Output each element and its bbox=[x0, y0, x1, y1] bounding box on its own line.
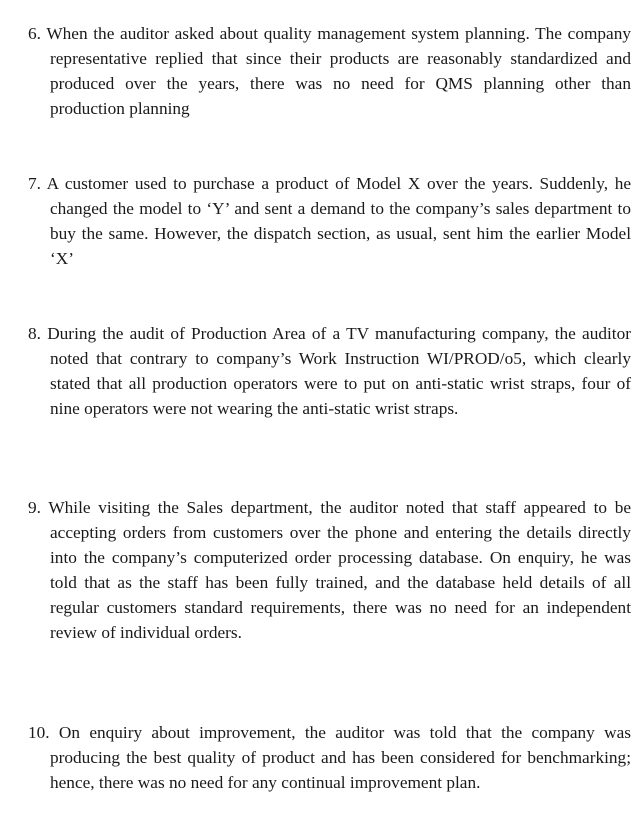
question-text: A customer used to purchase a product of Model X over the years. Suddenly, he changed the model to ‘Y’ and sent a demand to the company’s sales department to buy the same. However, the dispatch section, as usual, sent him the earlier Model ‘X’ bbox=[46, 174, 631, 268]
question-number: 8. bbox=[28, 324, 41, 343]
question-text: When the auditor asked about quality management system planning. The company representative replied that since their products are reasonably standardized and produced over the years, there was no need for QMS planning other than production planning bbox=[46, 24, 631, 118]
audit-question-10 bbox=[28, 720, 631, 795]
audit-question-6 bbox=[28, 21, 631, 121]
question-text: While visiting the Sales department, the auditor noted that staff appeared to be accepting orders from customers over the phone and entering the details directly into the company’s computerized order processing database. On enquiry, he was told that as the staff has been fully trained, and the database held details of all regular customers standard requirements, there was no need for an independent review of individual orders. bbox=[48, 498, 632, 642]
question-text: On enquiry about improvement, the auditor was told that the company was producing the best quality of product and has been considered for benchmarking; hence, there was no need for any continual improvement plan. bbox=[50, 723, 631, 792]
audit-question-8 bbox=[28, 321, 631, 421]
audit-question-9 bbox=[28, 495, 631, 645]
question-number: 9. bbox=[28, 498, 41, 517]
question-number: 10. bbox=[28, 723, 50, 742]
question-number: 6. bbox=[28, 24, 41, 43]
audit-question-7 bbox=[28, 171, 631, 271]
question-number: 7. bbox=[28, 174, 41, 193]
question-text: During the audit of Production Area of a TV manufacturing company, the auditor noted that contrary to company’s Work Instruction WI/PROD/o5, which clearly stated that all production operators were to put on anti-static wrist straps, four of nine operators were not wearing the anti-static wrist straps. bbox=[47, 324, 631, 418]
